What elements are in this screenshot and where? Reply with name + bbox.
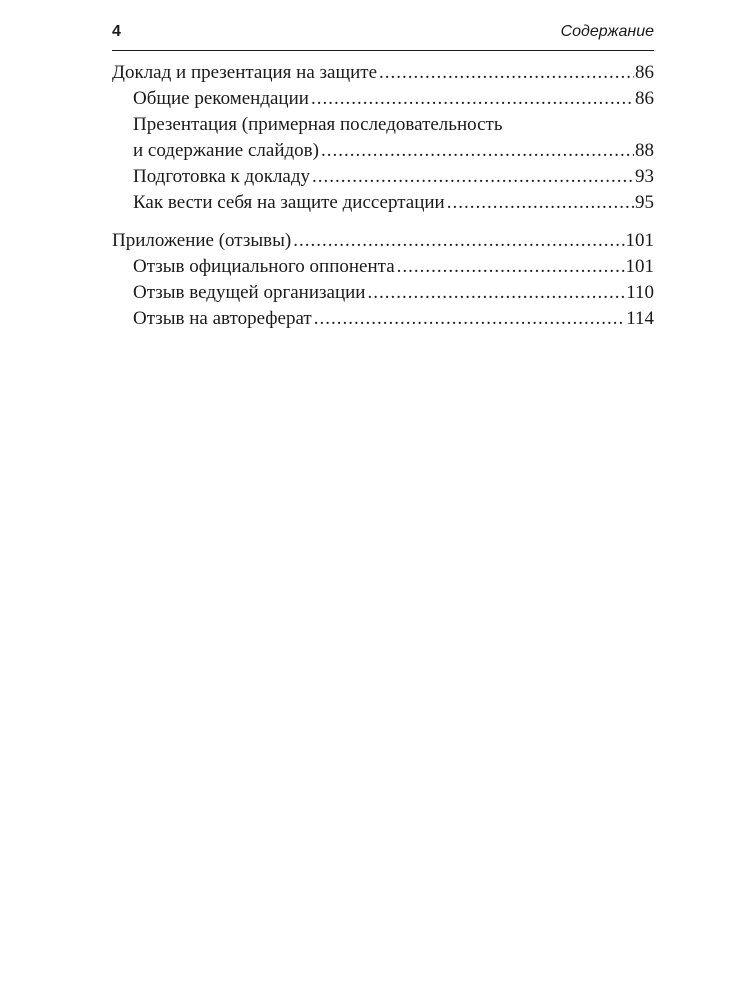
toc-entry-page: 88 (635, 140, 654, 161)
toc-entry-page: 93 (635, 166, 654, 187)
dot-leader (367, 280, 625, 306)
page-header (112, 22, 654, 51)
dot-leader (447, 190, 634, 216)
toc-entry-page: 95 (635, 192, 654, 213)
dot-leader (312, 164, 634, 190)
toc-entry-main (112, 60, 654, 86)
toc-entry-title: и содержание слайдов) (133, 140, 319, 161)
toc-entry-title: Отзыв на автореферат (133, 308, 312, 329)
dot-leader (293, 228, 624, 254)
toc-entry-title: Приложение (отзывы) (112, 230, 292, 251)
dot-leader (314, 306, 625, 332)
toc-section-appendix (112, 228, 654, 332)
toc-entry-title: Как вести себя на защите диссертации (133, 192, 445, 213)
page-number: 4 (112, 23, 121, 40)
toc-entry-title: Отзыв официального оппонента (133, 256, 395, 277)
running-title: Содержание (560, 23, 654, 40)
toc-entry-sub (112, 86, 654, 112)
toc-entry-page: 101 (625, 256, 654, 277)
toc-entry-page: 110 (626, 282, 654, 303)
dot-leader (379, 60, 634, 86)
toc-entry-title: Доклад и презентация на защите (112, 62, 377, 83)
toc-entry-title: Подготовка к докладу (133, 166, 311, 187)
dot-leader (321, 138, 634, 164)
toc-entry-title-line: Презентация (примерная последовательность (133, 114, 503, 135)
toc-entry-main (112, 228, 654, 254)
dot-leader (311, 86, 634, 112)
toc-entry-sub (112, 306, 654, 332)
toc-entry-sub (112, 280, 654, 306)
toc-entry-sub (112, 190, 654, 216)
toc-entry-page: 86 (635, 62, 654, 83)
toc-entry-title: Общие рекомендации (133, 88, 309, 109)
toc-entry-sub (112, 254, 654, 280)
toc-entry-sub (112, 138, 654, 164)
toc-entry-page: 86 (635, 88, 654, 109)
toc-entry-title: Отзыв ведущей организации (133, 282, 366, 303)
toc-section-report (112, 60, 654, 216)
table-of-contents (112, 60, 654, 344)
toc-entry-page: 114 (626, 308, 654, 329)
dot-leader (397, 254, 625, 280)
toc-entry-page: 101 (625, 230, 654, 251)
toc-entry-sub (112, 164, 654, 190)
